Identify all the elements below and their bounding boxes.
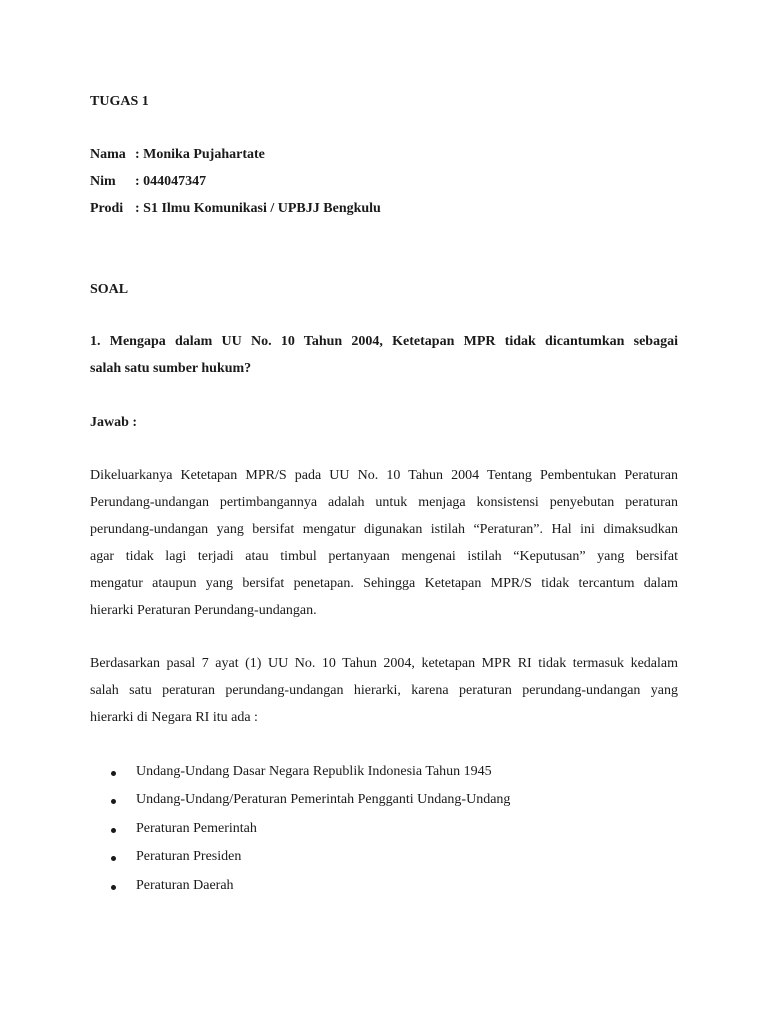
paragraph-line: agar tidak lagi terjadi atau timbul pertanyaan mengenai istilah “Keputusan” yang bersifat [90, 549, 678, 564]
list-item: Undang-Undang/Peraturan Pemerintah Pengganti Undang-Undang [136, 792, 511, 807]
soal-heading: SOAL [90, 282, 129, 297]
paragraph-line: perundang-undangan yang bersifat mengatur digunakan istilah “Peraturan”. Hal ini dimaksudkan [90, 522, 678, 537]
nim-value: : 044047347 [135, 174, 207, 189]
list-item: Peraturan Pemerintah [136, 821, 257, 836]
name-label: Nama [90, 147, 126, 162]
document-title: TUGAS 1 [90, 94, 149, 109]
name-value: : Monika Pujahartate [135, 147, 265, 162]
bullet-icon [111, 856, 116, 861]
paragraph-line: Dikeluarkanya Ketetapan MPR/S pada UU No. 10 Tahun 2004 Tentang Pembentukan Peraturan [90, 468, 678, 483]
bullet-icon [111, 828, 116, 833]
paragraph-line: salah satu peraturan perundang-undangan hierarki, karena peraturan perundang-undangan yang [90, 683, 678, 698]
question-line: salah satu sumber hukum? [90, 361, 252, 376]
bullet-icon [111, 771, 116, 776]
question-line: 1. Mengapa dalam UU No. 10 Tahun 2004, Ketetapan MPR tidak dicantumkan sebagai [90, 334, 678, 349]
bullet-icon [111, 799, 116, 804]
prodi-label: Prodi [90, 201, 124, 216]
list-item: Peraturan Presiden [136, 849, 242, 864]
list-item: Peraturan Daerah [136, 878, 234, 893]
list-item: Undang-Undang Dasar Negara Republik Indonesia Tahun 1945 [136, 764, 492, 779]
nim-label: Nim [90, 174, 116, 189]
paragraph-line: hierarki Peraturan Perundang-undangan. [90, 603, 317, 618]
paragraph-line: Berdasarkan pasal 7 ayat (1) UU No. 10 Tahun 2004, ketetapan MPR RI tidak termasuk kedalam [90, 656, 678, 671]
paragraph-line: Perundang-undangan pertimbangannya adalah untuk menjaga konsistensi penyebutan peraturan [90, 495, 678, 510]
paragraph-line: mengatur ataupun yang bersifat penetapan. Sehingga Ketetapan MPR/S tidak tercantum dalam [90, 576, 678, 591]
prodi-value: : S1 Ilmu Komunikasi / UPBJJ Bengkulu [135, 201, 381, 216]
answer-heading: Jawab : [90, 415, 138, 430]
bullet-icon [111, 885, 116, 890]
paragraph-line: hierarki di Negara RI itu ada : [90, 710, 258, 725]
